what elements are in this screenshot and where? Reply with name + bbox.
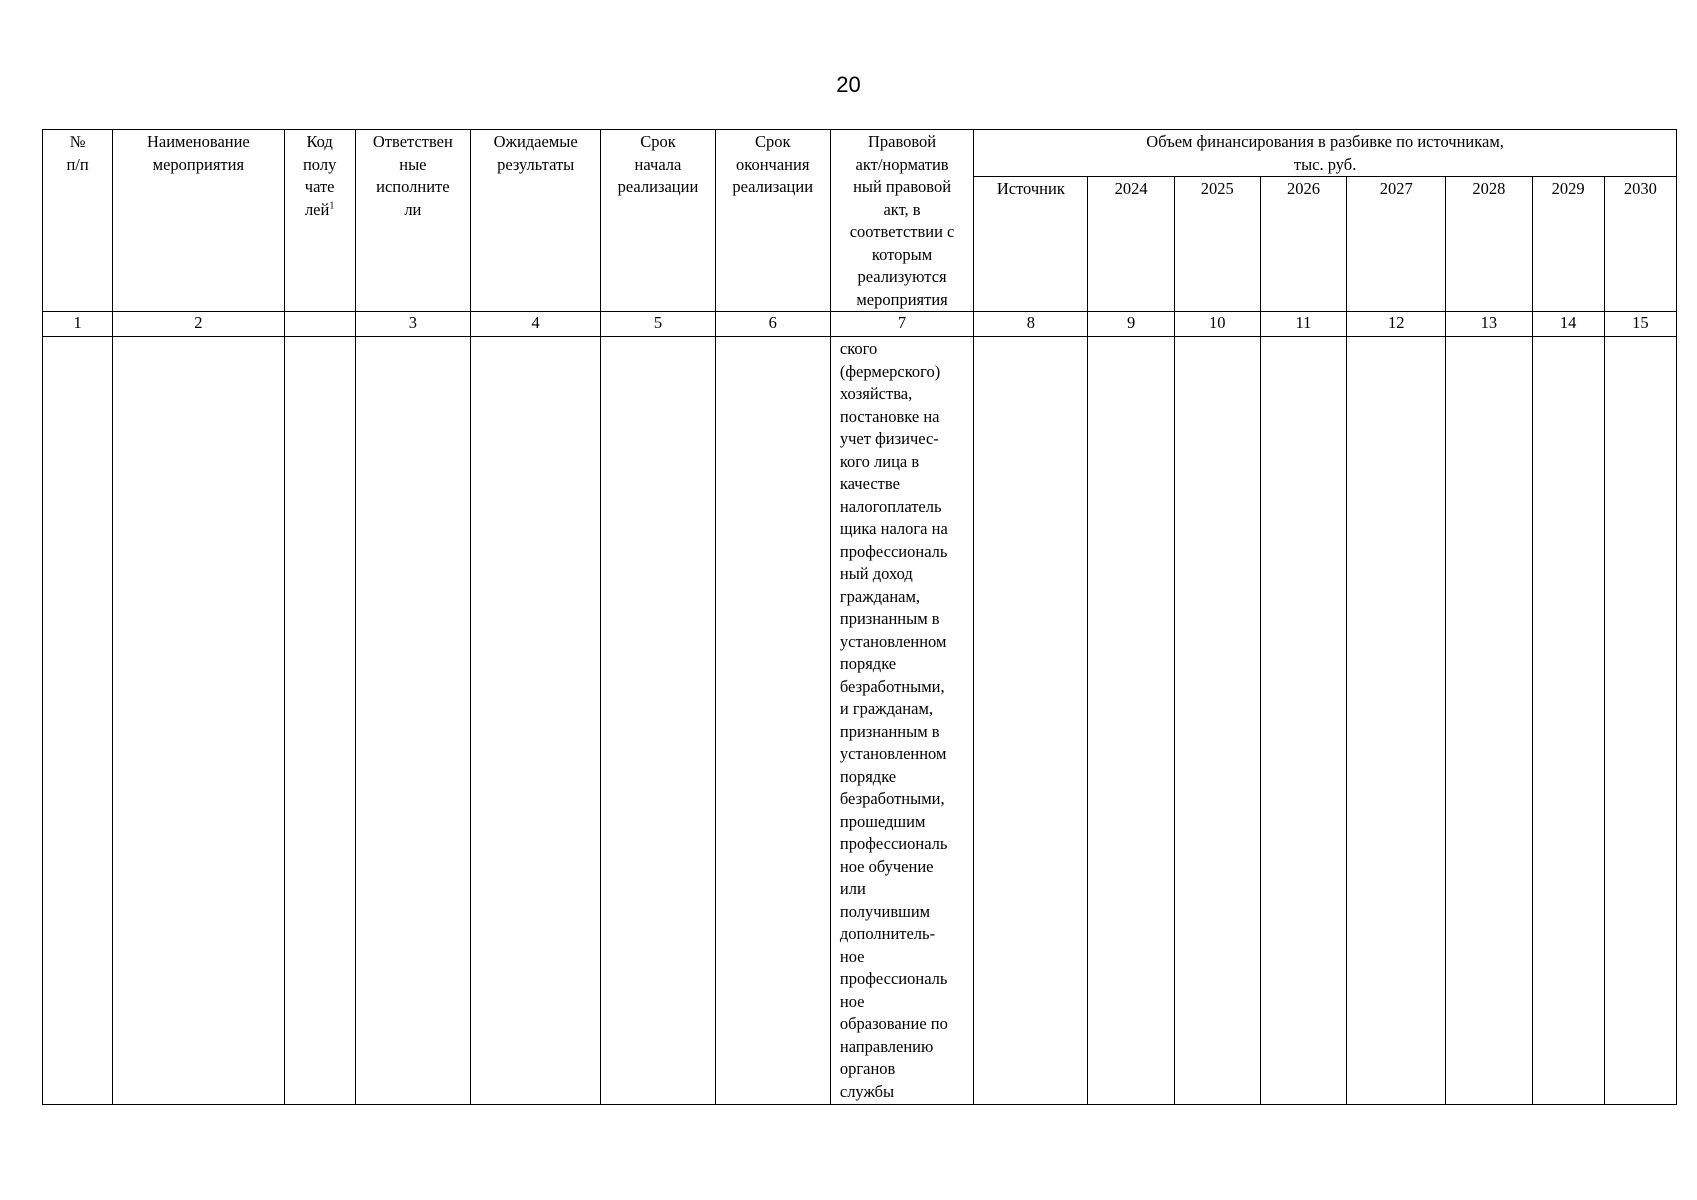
column-numbers-row	[43, 312, 1677, 337]
table-cell	[1532, 337, 1604, 1105]
header-funding: Объем финансирования в разбивке по источникам, тыс. руб.	[974, 130, 1677, 177]
header-year: 2026	[1260, 177, 1346, 312]
header-end: Срок окончания реализации	[715, 130, 830, 312]
header-results: Ожидаемые результаты	[471, 130, 601, 312]
column-number: 13	[1446, 312, 1532, 337]
funding-table	[42, 129, 1677, 1105]
table-cell	[1347, 337, 1446, 1105]
header-year: 2029	[1532, 177, 1604, 312]
column-number: 2	[113, 312, 284, 337]
column-number: 6	[715, 312, 830, 337]
table-cell	[974, 337, 1088, 1105]
header-year: 2024	[1088, 177, 1174, 312]
column-number: 8	[974, 312, 1088, 337]
column-number: 12	[1347, 312, 1446, 337]
table-cell	[471, 337, 601, 1105]
header-start: Срок начала реализации	[601, 130, 715, 312]
column-number: 1	[43, 312, 113, 337]
header-name: Наименование мероприятия	[113, 130, 284, 312]
header-num: № п/п	[43, 130, 113, 312]
table-cell	[1446, 337, 1532, 1105]
table-cell	[284, 337, 355, 1105]
legal-act-cell: ского (фермерского) хозяйства, постановке на учет физичес- кого лица в качестве налогоплатель щика налога на профессиональ ный доход гражданам, признанным в установленном порядке безработными, и гражданам, признанным в установленном порядке безработными, прошедшим профессиональ ное обучение или получившим дополнитель- ное профессиональ ное образование по направлению органов службы	[830, 337, 973, 1105]
header-code-label: Код полу чате лей	[302, 132, 337, 219]
table-cell	[1088, 337, 1174, 1105]
column-number: 10	[1174, 312, 1260, 337]
column-number: 4	[471, 312, 601, 337]
header-responsible: Ответствен ные исполните ли	[355, 130, 470, 312]
column-number: 9	[1088, 312, 1174, 337]
table-cell	[1174, 337, 1260, 1105]
header-row	[43, 130, 1677, 177]
table-cell	[1260, 337, 1346, 1105]
column-number: 7	[830, 312, 973, 337]
table-cell	[601, 337, 715, 1105]
column-number: 14	[1532, 312, 1604, 337]
table-row	[43, 337, 1677, 1105]
header-source: Источник	[974, 177, 1088, 312]
header-year: 2028	[1446, 177, 1532, 312]
header-code-footnote: 1	[329, 200, 335, 211]
header-year: 2030	[1604, 177, 1676, 312]
table-cell	[113, 337, 284, 1105]
column-number: 15	[1604, 312, 1676, 337]
table-cell	[715, 337, 830, 1105]
table-cell	[1604, 337, 1676, 1105]
header-code	[284, 130, 355, 312]
page-number: 20	[836, 72, 861, 97]
header-year: 2025	[1174, 177, 1260, 312]
column-number: 3	[355, 312, 470, 337]
column-number: 11	[1260, 312, 1346, 337]
header-legal: Правовой акт/норматив ный правовой акт, в соответствии с которым реализуются мероприятия	[830, 130, 973, 312]
column-number: 5	[601, 312, 715, 337]
header-year: 2027	[1347, 177, 1446, 312]
table-cell	[43, 337, 113, 1105]
table-cell	[355, 337, 470, 1105]
column-number	[284, 312, 355, 337]
